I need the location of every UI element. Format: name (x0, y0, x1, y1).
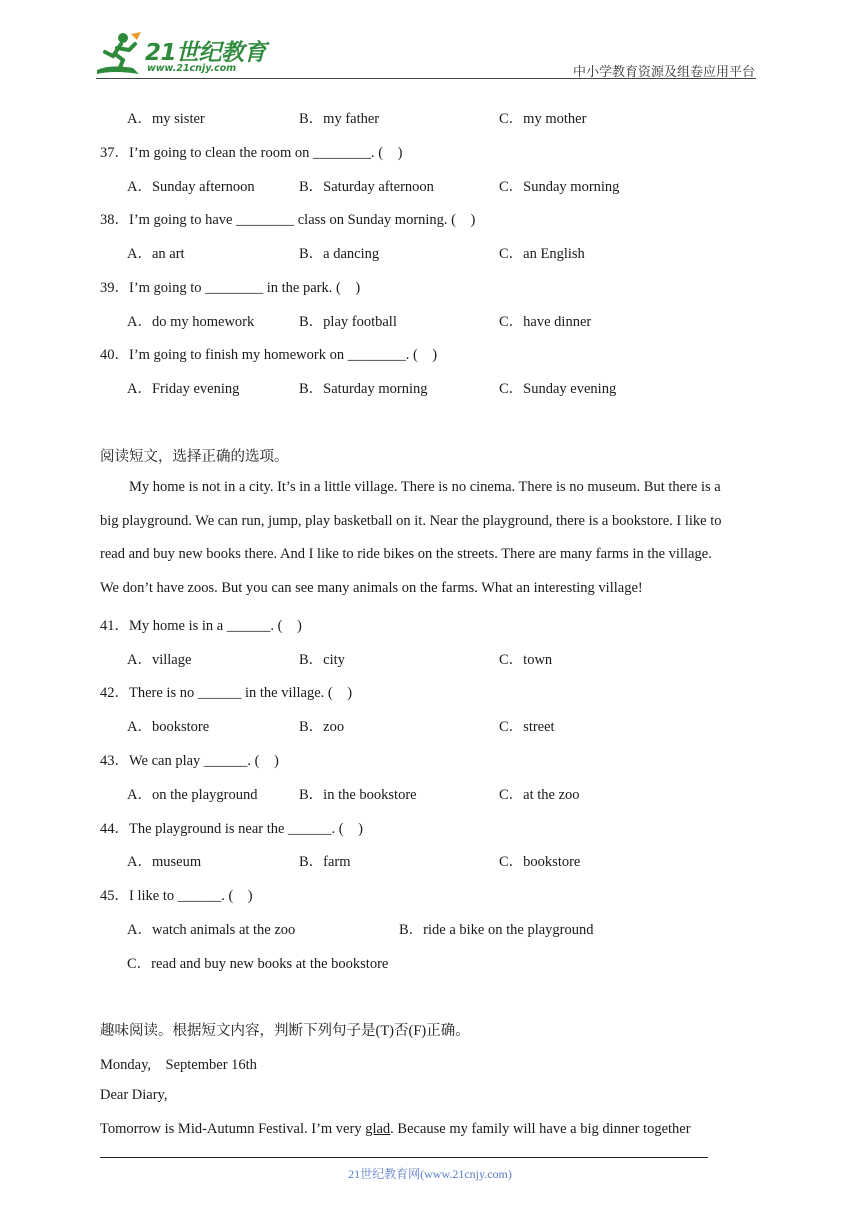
diary-text-before: Tomorrow is Mid-Autumn Festival. I’m very (100, 1121, 366, 1137)
passage-line-4: We don’t have zoos. But you can see many animals on the farms. What an interesting village! (100, 580, 643, 596)
question-42: 42．There is no ______ in the village. ( ) (100, 685, 353, 701)
q41-option-b: B．city (299, 652, 345, 668)
footer-text: 21世纪教育网(www.21cnjy.com) (348, 1167, 512, 1181)
header-platform-name: 中小学教育资源及组卷应用平台 (572, 64, 755, 79)
diary-date: Monday, September 16th (100, 1057, 257, 1073)
q38-option-a: A．an art (127, 246, 185, 262)
q43-option-c: C．at the zoo (499, 787, 580, 803)
passage-line-1: My home is not in a city. It’s in a little village. There is no cinema. There is no museum. But there is a (129, 479, 721, 495)
section-2-instruction: 阅读短文，选择正确的选项。 (100, 449, 289, 465)
section-3-instruction: 趣味阅读。根据短文内容，判断下列句子是(T)否(F)正确。 (100, 1023, 470, 1039)
q44-option-a: A．museum (127, 854, 202, 870)
q44-option-b: B．farm (299, 854, 351, 870)
question-44: 44．The playground is near the ______. ( ) (100, 821, 363, 837)
diary-underlined-word: glad (365, 1121, 391, 1137)
diary-greeting: Dear Diary, (100, 1087, 168, 1103)
q36-option-a: A．my sister (127, 111, 205, 127)
logo-url: www.21cnjy.com (147, 63, 237, 74)
question-45: 45．I like to ______. ( ) (100, 888, 253, 904)
question-37: 37．I’m going to clean the room on ________. ( ) (100, 145, 403, 161)
q39-option-c: C．have dinner (499, 314, 592, 330)
footer-divider (100, 1157, 708, 1158)
q44-option-c: C．bookstore (499, 854, 581, 870)
passage-line-2: big playground. We can run, jump, play basketball on it. Near the playground, there is a bookstore. I like to (100, 513, 722, 529)
q38-option-b: B．a dancing (299, 246, 380, 262)
q43-option-b: B．in the bookstore (299, 787, 417, 803)
q37-option-a: A．Sunday afternoon (127, 179, 255, 195)
q45-option-a: A．watch animals at the zoo (127, 922, 296, 938)
q39-option-a: A．do my homework (127, 314, 255, 330)
q42-option-c: C．street (499, 719, 555, 735)
question-40: 40．I’m going to finish my homework on ________. ( ) (100, 347, 438, 363)
question-41: 41．My home is in a ______. ( ) (100, 618, 302, 634)
q42-option-a: A．bookstore (127, 719, 210, 735)
q39-option-b: B．play football (299, 314, 397, 330)
q37-option-c: C．Sunday morning (499, 179, 620, 195)
q36-option-b: B．my father (299, 111, 380, 127)
question-38: 38．I’m going to have ________ class on Sunday morning. ( ) (100, 212, 476, 228)
q41-option-c: C．town (499, 652, 553, 668)
q40-option-a: A．Friday evening (127, 381, 240, 397)
diary-text-after: . Because my family will have a big dinner together (390, 1121, 691, 1137)
q45-option-b: B．ride a bike on the playground (399, 922, 594, 938)
q36-option-c: C．my mother (499, 111, 587, 127)
q41-option-a: A．village (127, 652, 192, 668)
q37-option-b: B．Saturday afternoon (299, 179, 434, 195)
diary-line-1 (100, 1121, 691, 1138)
q45-option-c: C．read and buy new books at the bookstore (127, 956, 389, 972)
header-divider (96, 78, 756, 79)
question-43: 43．We can play ______. ( ) (100, 753, 279, 769)
site-logo (93, 30, 268, 78)
passage-line-3: read and buy new books there. And I like to ride bikes on the streets. There are many farms in the village. (100, 546, 712, 562)
runner-logo-icon (93, 30, 145, 78)
logo-text: 21世纪教育 (145, 40, 267, 66)
q43-option-a: A．on the playground (127, 787, 258, 803)
q42-option-b: B．zoo (299, 719, 345, 735)
q40-option-b: B．Saturday morning (299, 381, 428, 397)
question-39: 39．I’m going to ________ in the park. ( ) (100, 280, 361, 296)
q40-option-c: C．Sunday evening (499, 381, 617, 397)
q38-option-c: C．an English (499, 246, 585, 262)
